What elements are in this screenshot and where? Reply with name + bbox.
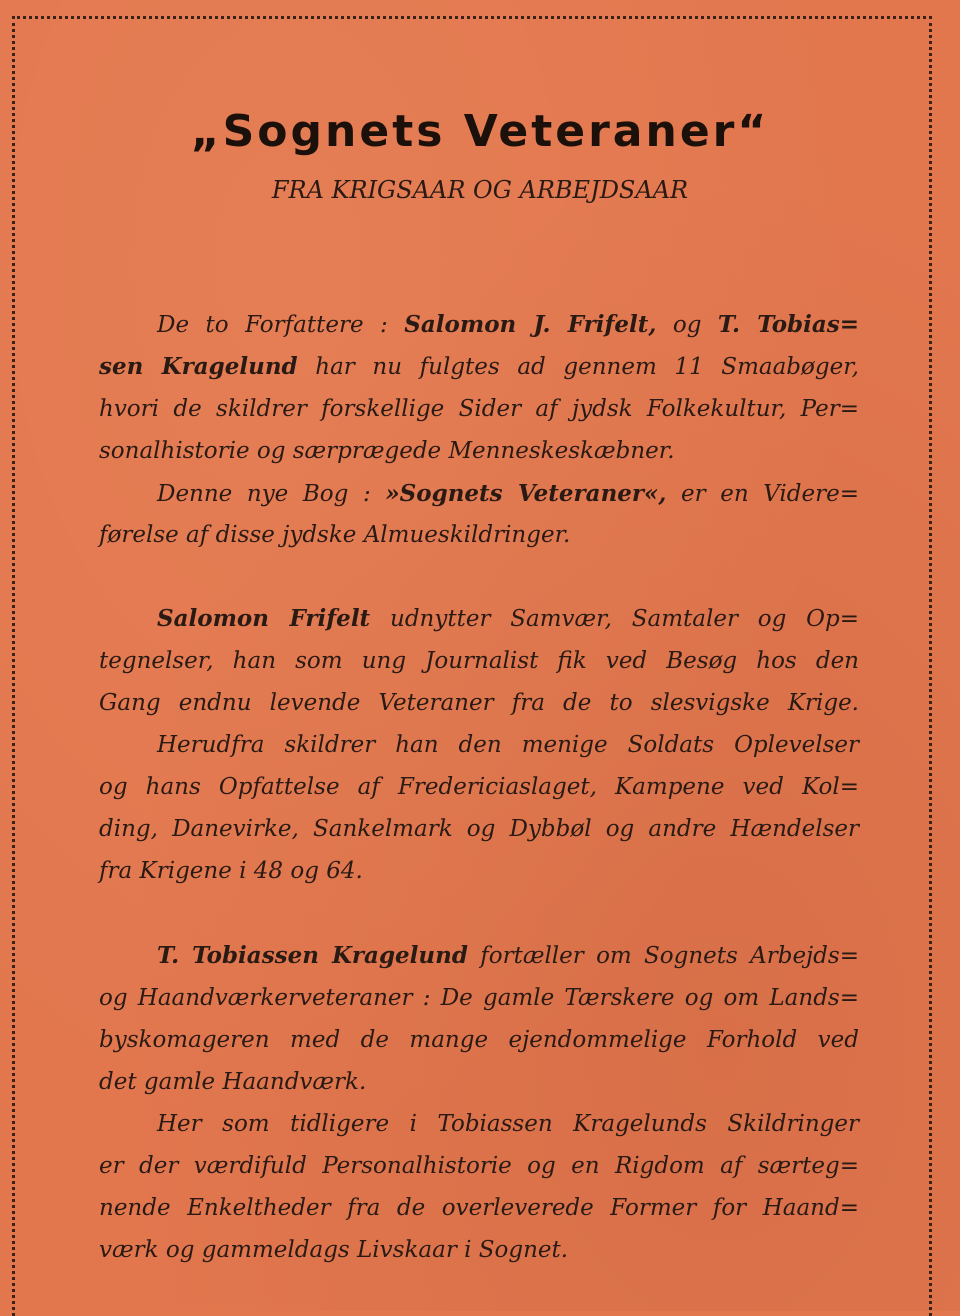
text-line: Her som tidligere i Tobiassen Kragelunds Skildringer [157,1111,859,1137]
text-line: T. Tobiassen Kragelund fortæller om Sognets Arbejds= [157,942,859,969]
text-line: Herudfra skildrer han den menige Soldats Oplevelser [157,732,859,758]
text-line: tegnelser, han som ung Journalist fik ved Besøg hos den [99,648,859,674]
text-line: det gamle Haandværk. [99,1069,367,1095]
text-line: værk og gammeldags Livskaar i Sognet. [99,1237,569,1263]
text-line: De to Forfattere : Salomon J. Frifelt, og T. Tobias= [157,311,859,338]
text-line: ding, Danevirke, Sankelmark og Dybbøl og andre Hændelser [99,816,859,842]
text-line: førelse af disse jydske Almueskildringer. [99,522,571,548]
text-line: og hans Opfattelse af Fredericiaslaget, Kampene ved Kol= [99,774,859,800]
text-line: Gang endnu levende Veteraner fra de to slesvigske Krige. [99,690,859,716]
text-line: hvori de skildrer forskellige Sider af jydsk Folkekultur, Per= [99,396,859,422]
text-line: fra Krigene i 48 og 64. [99,858,363,884]
text-line: nende Enkeltheder fra de overleverede Former for Haand= [99,1195,859,1221]
text-line: Denne nye Bog : »Sognets Veteraner«, er en Videre= [157,480,859,507]
text-line: byskomageren med de mange ejendommelige Forhold ved [99,1027,859,1053]
text-line: og Haandværkerveteraner : De gamle Tærskere og om Lands= [99,985,859,1011]
text-line: er der værdifuld Personalhistorie og en Rigdom af særteg= [99,1153,859,1179]
text-line: Salomon Frifelt udnytter Samvær, Samtaler og Op= [157,605,860,632]
text-line: sonalhistorie og særprægede Menneskeskæbner. [99,438,675,464]
page-subtitle: FRA KRIGSAAR OG ARBEJDSAAR [271,176,689,204]
page-title: „Sognets Veteraner“ [190,106,770,157]
text-line: sen Kragelund har nu fulgtes ad gennem 11 Smaabøger, [99,353,859,380]
